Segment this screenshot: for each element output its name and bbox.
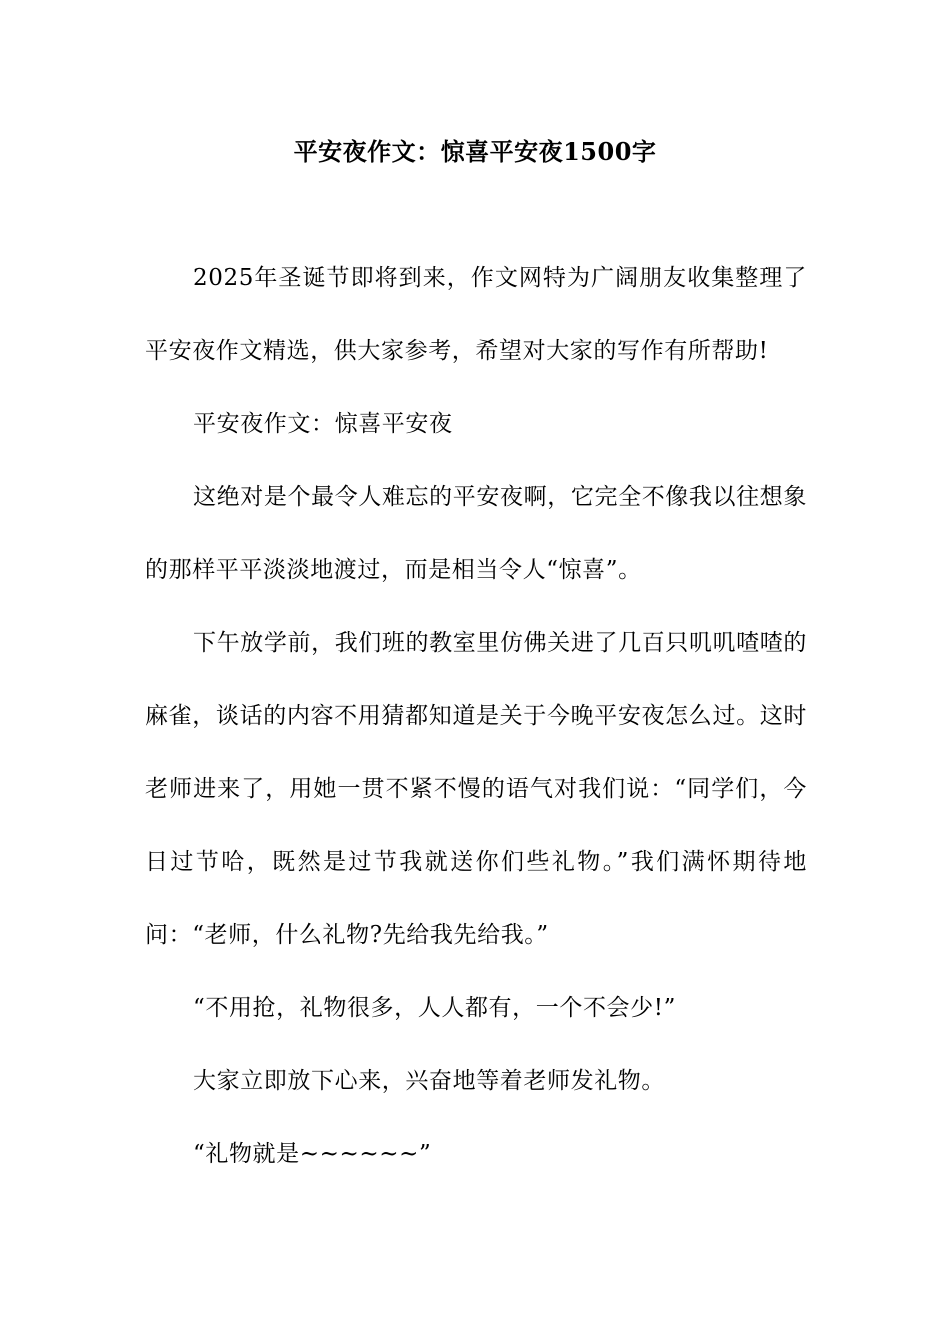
document-title: 平安夜作文：惊喜平安夜1500字 [293,137,657,166]
paragraph: 下午放学前，我们班的教室里仿佛关进了几百只叽叽喳喳的麻雀，谈话的内容不用猜都知道是关于今晚平安夜怎么过。这时老师进来了，用她一贯不紧不慢的语气对我们说：“同学们，今日过节哈，既然是过节我就送你们些礼物。”我们满怀期待地问：“老师，什么礼物?先给我先给我。” [145,630,807,948]
paragraph: 大家立即放下心来，兴奋地等着老师发礼物。 [193,1068,665,1094]
paragraph-subtitle: 平安夜作文：惊喜平安夜 [193,411,453,437]
paragraph: 这绝对是个最令人难忘的平安夜啊，它完全不像我以往想象的那样平平淡淡地渡过，而是相当令人“惊喜”。 [145,484,807,583]
paragraph: “不用抢，礼物很多，人人都有，一个不会少!” [193,995,676,1021]
document-body [145,242,807,1191]
paragraph: “礼物就是~~~~~~” [193,1141,432,1167]
paragraph-intro: 2025年圣诞节即将到来，作文网特为广阔朋友收集整理了平安夜作文精选，供大家参考，希望对大家的写作有所帮助! [145,265,807,364]
